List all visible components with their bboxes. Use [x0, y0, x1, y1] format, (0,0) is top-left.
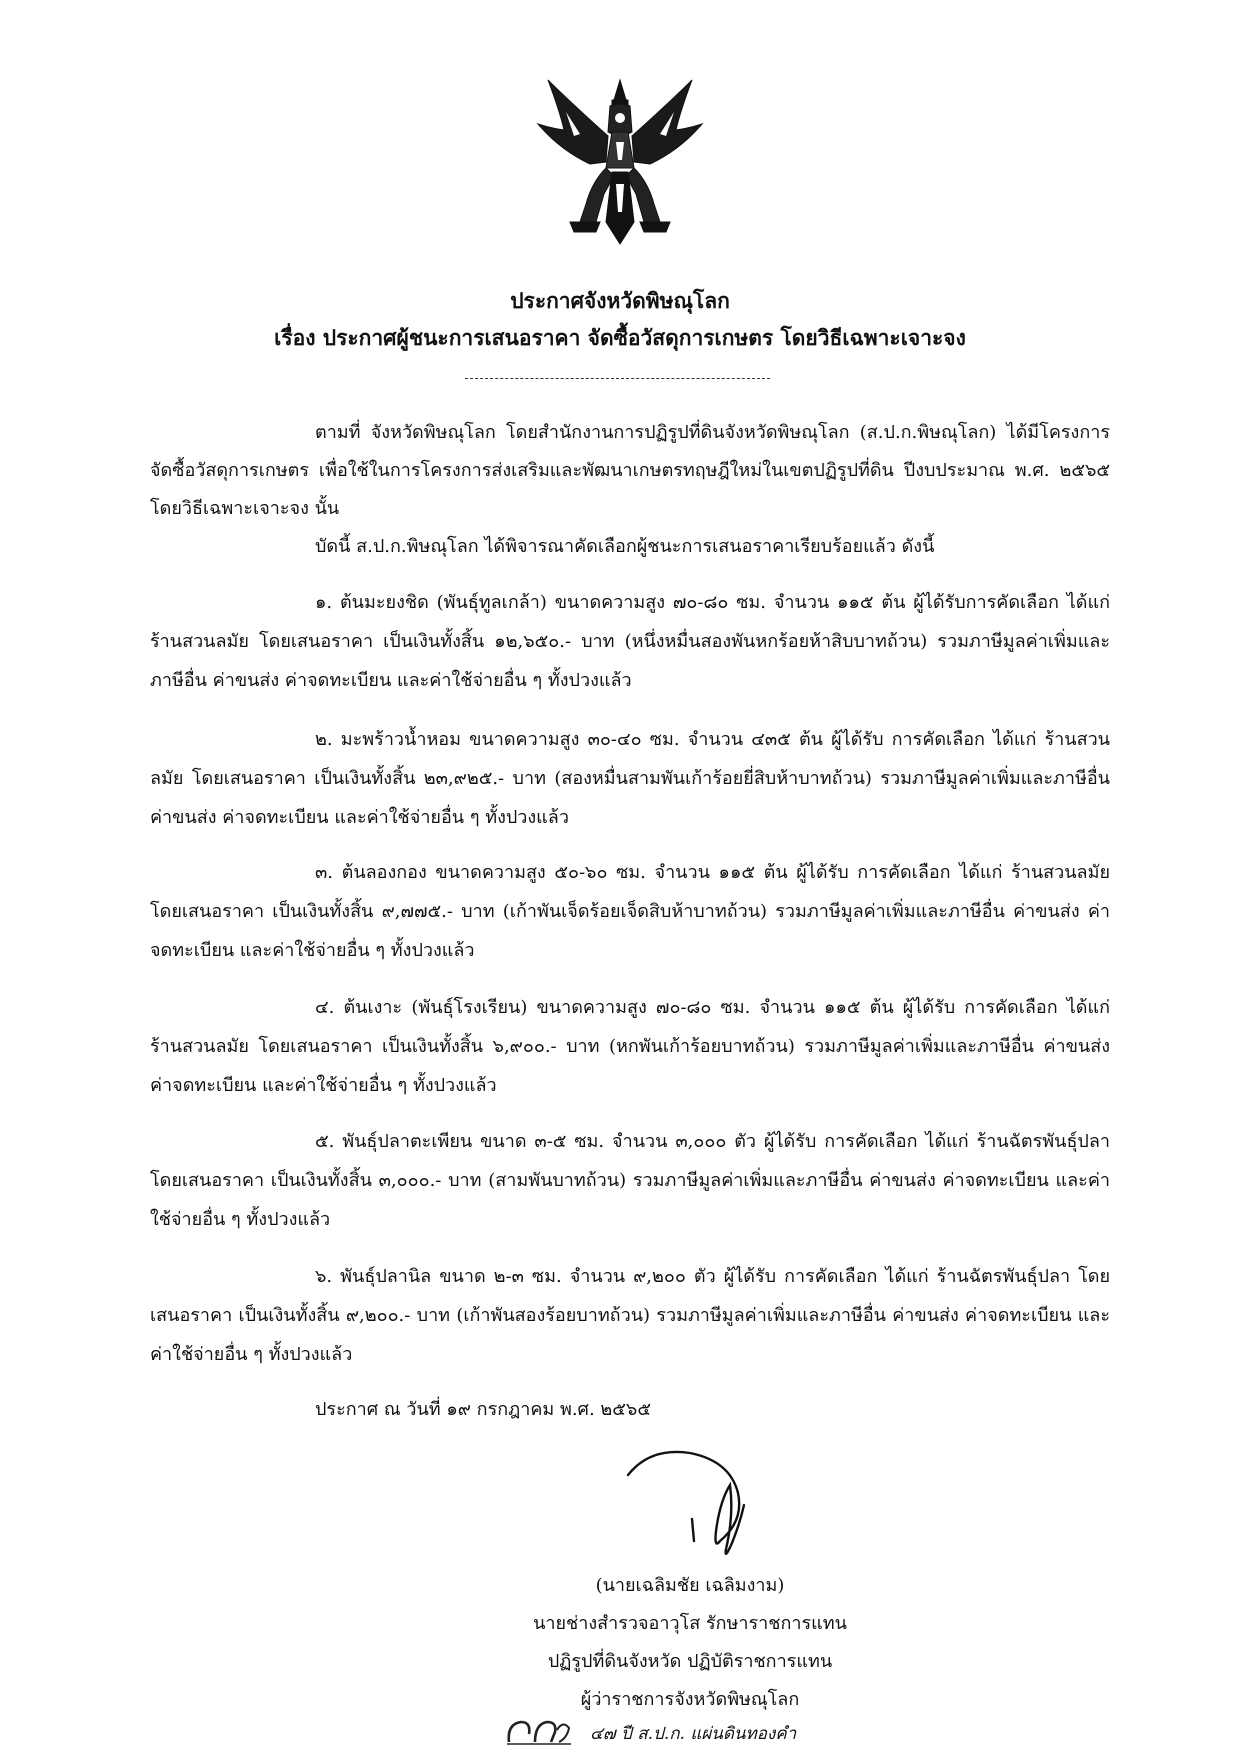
signer-name: (นายเฉลิมชัย เฉลิมงาม)	[595, 1575, 785, 1596]
garuda-emblem-icon	[530, 72, 710, 252]
intro-paragraph: ตามที่ จังหวัดพิษณุโลก โดยสำนักงานการปฏิรูปที่ดินจังหวัดพิษณุโลก (ส.ป.ก.พิษณุโลก) ได้มีโครงการจัดซื้อวัสดุการเกษตร เพื่อใช้ในการโครงการส่งเสริมและพัฒนาเกษตรทฤษฎีใหม่ในเขตปฏิรูปที่ดิน ปีงบประมาณ พ.ศ. ๒๕๖๕ โดยวิธีเฉพาะเจาะจง นั้น	[150, 422, 1110, 519]
award-item: ๒. มะพร้าวน้ำหอม ขนาดความสูง ๓๐-๔๐ ซม. จำนวน ๔๓๕ ต้น ผู้ได้รับ การคัดเลือก ได้แก่ ร้านสวนลมัย โดยเสนอราคา เป็นเงินทั้งสิ้น ๒๓,๙๒๕.- บาท (สองหมื่นสามพันเก้าร้อยยี่สิบห้าบาทถ้วน) รวมภาษีมูลค่าเพิ่มและภาษีอื่น ค่าขนส่ง ค่าจดทะเบียน และค่าใช้จ่ายอื่น ๆ ทั้งปวงแล้ว	[150, 729, 1110, 828]
announcement-date: ประกาศ ณ วันที่ ๑๙ กรกฎาคม พ.ศ. ๒๕๖๕	[315, 1399, 651, 1420]
award-item: ๓. ต้นลองกอง ขนาดความสูง ๕๐-๖๐ ซม. จำนวน ๑๑๕ ต้น ผู้ได้รับ การคัดเลือก ได้แก่ ร้านสวนลมัย โดยเสนอราคา เป็นเงินทั้งสิ้น ๙,๗๗๕.- บาท (เก้าพันเจ็ดร้อยเจ็ดสิบห้าบาทถ้วน) รวมภาษีมูลค่าเพิ่มและภาษีอื่น ค่าขนส่ง ค่าจดทะเบียน และค่าใช้จ่ายอื่น ๆ ทั้งปวงแล้ว	[150, 862, 1110, 961]
award-item: ๑. ต้นมะยงชิด (พันธุ์ทูลเกล้า) ขนาดความสูง ๗๐-๘๐ ซม. จำนวน ๑๑๕ ต้น ผู้ได้รับการคัดเลือก ได้แก่ ร้านสวนลมัย โดยเสนอราคา เป็นเงินทั้งสิ้น ๑๒,๖๕๐.- บาท (หนึ่งหมื่นสองพันหกร้อยห้าสิบบาทถ้วน) รวมภาษีมูลค่าเพิ่มและภาษีอื่น ค่าขนส่ง ค่าจดทะเบียน และค่าใช้จ่ายอื่น ๆ ทั้งปวงแล้ว	[150, 592, 1110, 691]
anniversary-logo-icon	[505, 1716, 573, 1746]
judgement-section	[150, 528, 1110, 566]
title-separator	[465, 378, 770, 379]
judgement-paragraph: บัดนี้ ส.ป.ก.พิษณุโลก ได้พิจารณาคัดเลือกผู้ชนะการเสนอราคาเรียบร้อยแล้ว ดังนี้	[315, 536, 935, 557]
award-item: ๕. พันธุ์ปลาตะเพียน ขนาด ๓-๕ ซม. จำนวน ๓,๐๐๐ ตัว ผู้ได้รับ การคัดเลือก ได้แก่ ร้านฉัตรพันธุ์ปลา โดยเสนอราคา เป็นเงินทั้งสิ้น ๓,๐๐๐.- บาท (สามพันบาทถ้วน) รวมภาษีมูลค่าเพิ่มและภาษีอื่น ค่าขนส่ง ค่าจดทะเบียน และค่าใช้จ่ายอื่น ๆ ทั้งปวงแล้ว	[150, 1131, 1110, 1230]
award-item: ๔. ต้นเงาะ (พันธุ์โรงเรียน) ขนาดความสูง ๗๐-๘๐ ซม. จำนวน ๑๑๕ ต้น ผู้ได้รับ การคัดเลือก ได้แก่ ร้านสวนลมัย โดยเสนอราคา เป็นเงินทั้งสิ้น ๖,๙๐๐.- บาท (หกพันเก้าร้อยบาทถ้วน) รวมภาษีมูลค่าเพิ่มและภาษีอื่น ค่าขนส่ง ค่าจดทะเบียน และค่าใช้จ่ายอื่น ๆ ทั้งปวงแล้ว	[150, 997, 1110, 1096]
signer-position-line-2: ปฏิรูปที่ดินจังหวัด ปฏิบัติราชการแทน	[547, 1651, 833, 1672]
footer-slogan: ๔๗ ปี ส.ป.ก. แผ่นดินทองคำ	[590, 1724, 797, 1744]
intro-section	[150, 414, 1110, 528]
announcement-subject: เรื่อง ประกาศผู้ชนะการเสนอราคา จัดซื้อวัสดุการเกษตร โดยวิธีเฉพาะเจาะจง	[274, 325, 966, 350]
signer-position-line-1: นายช่างสำรวจอาวุโส รักษาราชการแทน	[533, 1613, 847, 1634]
award-item: ๖. พันธุ์ปลานิล ขนาด ๒-๓ ซม. จำนวน ๙,๒๐๐ ตัว ผู้ได้รับ การคัดเลือก ได้แก่ ร้านฉัตรพันธุ์ปลา โดยเสนอราคา เป็นเงินทั้งสิ้น ๙,๒๐๐.- บาท (เก้าพันสองร้อยบาทถ้วน) รวมภาษีมูลค่าเพิ่มและภาษีอื่น ค่าขนส่ง ค่าจดทะเบียน และค่าใช้จ่ายอื่น ๆ ทั้งปวงแล้ว	[150, 1266, 1110, 1365]
handwritten-signature	[620, 1445, 780, 1565]
announcement-title: ประกาศจังหวัดพิษณุโลก	[510, 288, 730, 313]
signer-position-line-3: ผู้ว่าราชการจังหวัดพิษณุโลก	[580, 1689, 800, 1710]
